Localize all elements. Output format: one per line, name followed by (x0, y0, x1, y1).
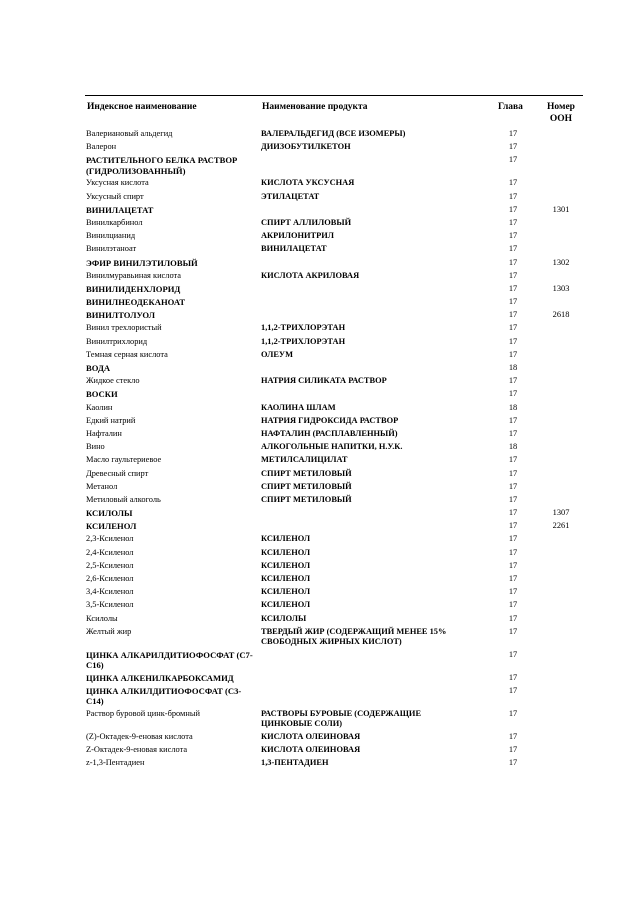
index-name-cell: Винил трехлористый (86, 323, 162, 333)
product-name-cell: ДИИЗОБУТИЛКЕТОН (261, 142, 351, 152)
chapter-cell: 17 (508, 231, 518, 241)
chapter-cell: 17 (508, 310, 518, 320)
index-name-cell: Уксусная кислота (86, 178, 149, 188)
chapter-cell: 17 (508, 494, 518, 504)
un-number-cell: 2618 (552, 310, 570, 320)
chapter-cell: 17 (508, 587, 518, 597)
table-row (85, 521, 583, 534)
chapter-cell: 17 (508, 376, 518, 386)
table-row (85, 297, 583, 310)
table-row (85, 627, 583, 650)
table-row (85, 178, 583, 191)
product-name-cell: СПИРТ МЕТИЛОВЫЙ (261, 468, 352, 478)
index-name-cell: ВИНИЛАЦЕТАТ (86, 204, 154, 215)
chapter-cell: 17 (508, 685, 518, 695)
chapter-cell: 17 (508, 534, 518, 544)
table-row (85, 650, 583, 673)
table-row (85, 548, 583, 561)
header-product-name: Наименование продукта (262, 102, 368, 112)
header-un-number: Номер ООН (547, 102, 575, 124)
product-name-cell: КАОЛИНА ШЛАМ (261, 402, 336, 412)
chapter-cell: 17 (508, 428, 518, 438)
chapter-cell: 17 (508, 468, 518, 478)
chapter-cell: 17 (508, 613, 518, 623)
index-name-cell: Уксусный спирт (86, 191, 144, 201)
product-name-cell: НАФТАЛИН (РАСПЛАВЛЕННЫЙ) (261, 428, 398, 438)
chapter-cell: 17 (508, 204, 518, 214)
table-row (85, 205, 583, 218)
index-name-cell: 2,6-Ксиленол (86, 574, 134, 583)
chapter-cell: 17 (508, 217, 518, 227)
chapter-cell: 18 (508, 363, 518, 372)
chapter-cell: 18 (508, 442, 518, 452)
table-row (85, 310, 583, 323)
table-row (85, 155, 583, 178)
index-name-cell: КСИЛОЛЫ (86, 508, 133, 519)
index-name-cell: ВИНИЛТОЛУОЛ (86, 310, 156, 321)
product-name-cell: 1,1,2-ТРИХЛОРЭТАН (261, 336, 346, 346)
product-name-cell: КСИЛОЛЫ (261, 613, 307, 623)
chapter-cell: 17 (508, 142, 518, 152)
product-name-cell: НАТРИЯ ГИДРОКСИДА РАСТВОР (261, 415, 399, 425)
table-row (85, 271, 583, 284)
table-row (85, 429, 583, 442)
table-row (85, 231, 583, 244)
chapter-cell: 17 (508, 455, 518, 465)
table-top-rule (85, 95, 583, 96)
chapter-cell: 17 (508, 521, 518, 531)
un-number-cell: 2261 (552, 521, 570, 531)
product-name-cell: КСИЛЕНОЛ (261, 547, 311, 557)
table-row (85, 587, 583, 600)
product-name-cell: КИСЛОТА ОЛЕИНОВАЯ (261, 745, 361, 755)
product-name-cell: КИСЛОТА АКРИЛОВАЯ (261, 270, 360, 280)
table-row (85, 709, 583, 732)
index-name-cell: ЭФИР ВИНИЛЭТИЛОВЫЙ (86, 257, 198, 268)
index-name-cell: Темная серная кислота (86, 349, 168, 359)
product-name-cell: ТВЕРДЫЙ ЖИР (СОДЕРЖАЩИЙ МЕНЕЕ 15% СВОБОДНЫХ ЖИРНЫХ КИСЛОТ) (261, 626, 447, 647)
product-name-cell: КСИЛЕНОЛ (261, 574, 311, 583)
chapter-cell: 17 (508, 283, 518, 293)
product-name-cell: ВАЛЕРАЛЬДЕГИД (ВСЕ ИЗОМЕРЫ) (261, 129, 406, 138)
index-name-cell: 2,3-Ксиленол (86, 534, 134, 544)
chapter-cell: 17 (508, 708, 518, 718)
chapter-cell: 17 (508, 415, 518, 425)
table-row (85, 600, 583, 613)
chapter-cell: 17 (508, 244, 518, 254)
chapter-cell: 17 (508, 626, 518, 636)
table-row (85, 129, 583, 142)
product-name-cell: КСИЛЕНОЛ (261, 560, 311, 570)
index-name-cell: z-1,3-Пентадиен (86, 758, 145, 768)
product-name-cell: АЛКОГОЛЬНЫЕ НАПИТКИ, Н.У.К. (261, 442, 403, 452)
index-name-cell: Винилтрихлорид (86, 336, 148, 346)
table-row (85, 745, 583, 758)
product-name-cell: СПИРТ МЕТИЛОВЫЙ (261, 481, 352, 491)
table-row (85, 403, 583, 416)
chapter-cell: 17 (508, 349, 518, 359)
index-name-cell: 2,5-Ксиленол (86, 560, 134, 570)
product-name-cell: КСИЛЕНОЛ (261, 587, 311, 597)
table-body (85, 129, 583, 772)
chapter-cell: 17 (508, 745, 518, 755)
index-name-cell: (Z)-Октадек-9-еновая кислота (86, 731, 193, 741)
index-name-cell: Винилмуравьиная кислота (86, 270, 182, 280)
table-row (85, 614, 583, 627)
index-name-cell: Ксилолы (86, 613, 118, 623)
table-row (85, 442, 583, 455)
index-name-cell: Масло гаультериевое (86, 455, 162, 465)
table-row (85, 686, 583, 709)
index-name-cell: Винилцианид (86, 231, 136, 241)
table-row (85, 469, 583, 482)
chapter-cell: 17 (508, 649, 518, 659)
table-row (85, 284, 583, 297)
table-row (85, 323, 583, 336)
index-name-cell: Вино (86, 442, 105, 452)
product-name-cell: МЕТИЛСАЛИЦИЛАТ (261, 455, 348, 465)
index-name-cell: 3,4-Ксиленол (86, 587, 134, 597)
index-name-cell: Винилэтаноат (86, 244, 137, 254)
un-number-cell: 1302 (552, 257, 570, 267)
product-name-cell: РАСТВОРЫ БУРОВЫЕ (СОДЕРЖАЩИЕ ЦИНКОВЫЕ СОЛИ) (261, 708, 422, 729)
chapter-cell: 17 (508, 389, 518, 399)
header-index-name: Индексное наименование (87, 102, 197, 112)
index-name-cell: ВОСКИ (86, 389, 118, 400)
table-row (85, 508, 583, 521)
chapter-cell: 17 (508, 129, 518, 138)
table-row (85, 218, 583, 231)
index-name-cell: ЦИНКА АЛКЕНИЛКАРБОКСАМИД (86, 672, 234, 683)
chapter-cell: 17 (508, 508, 518, 518)
chapter-cell: 17 (508, 336, 518, 346)
chapter-cell: 17 (508, 191, 518, 201)
chapter-cell: 17 (508, 297, 518, 307)
table-row (85, 363, 583, 376)
product-name-cell: ВИНИЛАЦЕТАТ (261, 244, 327, 254)
table-row (85, 673, 583, 686)
chapter-cell: 17 (508, 731, 518, 741)
index-name-cell: Каолин (86, 402, 113, 412)
table-row (85, 350, 583, 363)
chapter-cell: 17 (508, 574, 518, 583)
chapter-cell: 17 (508, 257, 518, 267)
chapter-cell: 17 (508, 758, 518, 768)
index-name-cell: 3,5-Ксиленол (86, 600, 134, 610)
index-name-cell: Метанол (86, 481, 118, 491)
table-row (85, 732, 583, 745)
index-name-cell: Едкий натрий (86, 415, 136, 425)
chapter-cell: 17 (508, 672, 518, 682)
product-name-cell: 1,3-ПЕНТАДИЕН (261, 758, 329, 768)
chapter-cell: 17 (508, 155, 518, 165)
table-row (85, 482, 583, 495)
table-row (85, 534, 583, 547)
header-chapter: Глава (498, 102, 523, 112)
chapter-cell: 18 (508, 402, 518, 412)
index-name-cell: Метиловый алкоголь (86, 494, 161, 504)
index-name-cell: ВИНИЛИДЕНХЛОРИД (86, 283, 181, 294)
table-row (85, 758, 583, 771)
index-name-cell: Желтый жир (86, 626, 132, 636)
table-row (85, 142, 583, 155)
chapter-cell: 17 (508, 270, 518, 280)
index-name-cell: Винилкарбинол (86, 217, 143, 227)
un-number-cell: 1307 (552, 508, 570, 518)
index-name-cell: Валерон (86, 142, 117, 152)
table-row (85, 376, 583, 389)
index-name-cell: Раствор буровой цинк-бромный (86, 708, 200, 718)
product-name-cell: КИСЛОТА ОЛЕИНОВАЯ (261, 731, 361, 741)
table-row (85, 192, 583, 205)
product-name-cell: КСИЛЕНОЛ (261, 600, 311, 610)
product-name-cell: КСИЛЕНОЛ (261, 534, 311, 544)
table-row (85, 561, 583, 574)
table-row (85, 337, 583, 350)
index-name-cell: ВОДА (86, 363, 111, 373)
product-name-cell: СПИРТ АЛЛИЛОВЫЙ (261, 217, 352, 227)
index-name-cell: Валериановый альдегид (86, 129, 173, 138)
index-name-cell: ЦИНКА АЛКИЛДИТИОФОСФАТ (С3-С14) (86, 685, 242, 707)
chapter-cell: 17 (508, 481, 518, 491)
product-name-cell: КИСЛОТА УКСУСНАЯ (261, 178, 355, 188)
chapter-cell: 17 (508, 323, 518, 333)
index-name-cell: РАСТИТЕЛЬНОГО БЕЛКА РАСТВОР (ГИДРОЛИЗОВАННЫЙ) (86, 155, 238, 176)
product-name-cell: СПИРТ МЕТИЛОВЫЙ (261, 494, 352, 504)
table-row (85, 389, 583, 402)
table-row (85, 455, 583, 468)
table-row (85, 416, 583, 429)
un-number-cell: 1303 (552, 283, 570, 293)
chapter-cell: 17 (508, 560, 518, 570)
chapter-cell: 17 (508, 600, 518, 610)
table-row (85, 495, 583, 508)
product-name-cell: НАТРИЯ СИЛИКАТА РАСТВОР (261, 376, 387, 386)
table-row (85, 244, 583, 257)
index-name-cell: Z-Октадек-9-еновая кислота (86, 745, 188, 755)
index-name-cell: ЦИНКА АЛКАРИЛДИТИОФОСФАТ (С7-С16) (86, 649, 253, 671)
index-name-cell: 2,4-Ксиленол (86, 547, 134, 557)
index-name-cell: Древесный спирт (86, 468, 149, 478)
un-number-cell: 1301 (552, 204, 570, 214)
chapter-cell: 17 (508, 178, 518, 188)
product-name-cell: АКРИЛОНИТРИЛ (261, 231, 334, 241)
product-name-cell: 1,1,2-ТРИХЛОРЭТАН (261, 323, 346, 333)
index-name-cell: ВИНИЛНЕОДЕКАНОАТ (86, 297, 186, 308)
product-name-cell: ОЛЕУМ (261, 349, 293, 359)
table-row (85, 258, 583, 271)
product-name-cell: ЭТИЛАЦЕТАТ (261, 191, 320, 201)
chapter-cell: 17 (508, 547, 518, 557)
index-name-cell: Нафталин (86, 428, 122, 438)
index-name-cell: КСИЛЕНОЛ (86, 521, 137, 532)
index-name-cell: Жидкое стекло (86, 376, 140, 386)
table-row (85, 574, 583, 587)
